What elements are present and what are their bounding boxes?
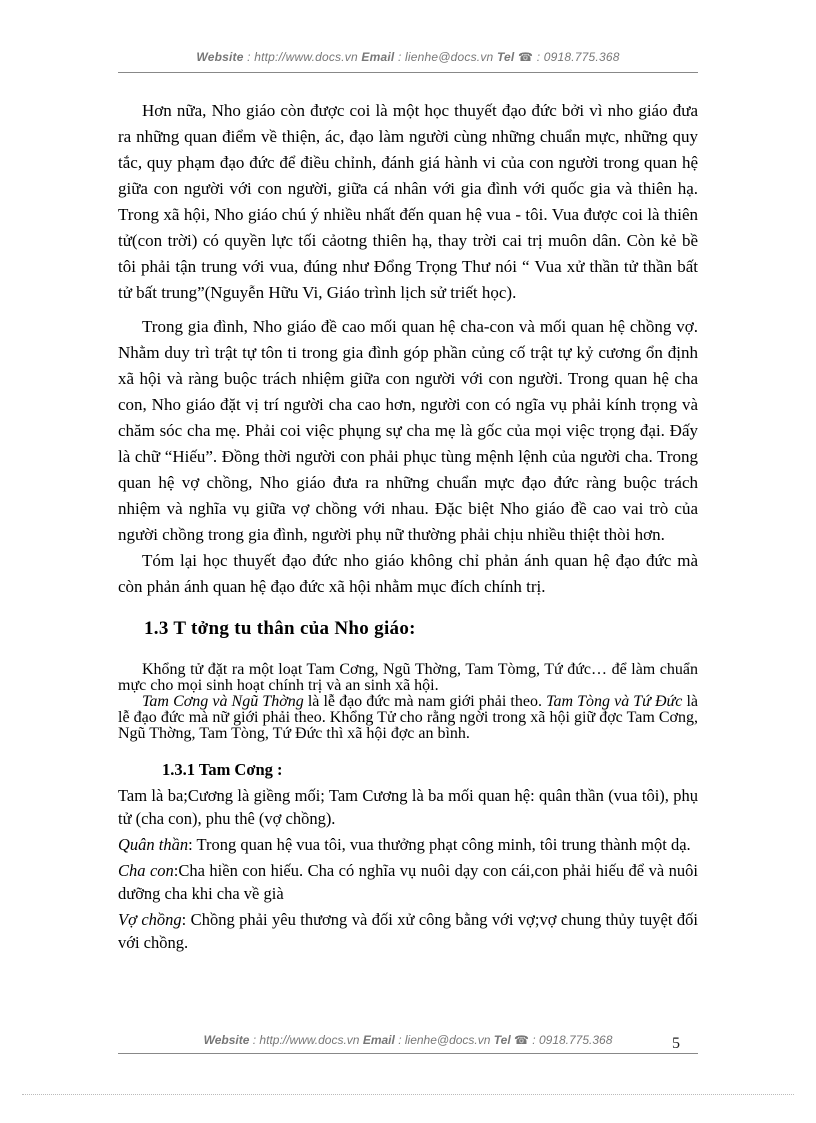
header-tel-value: ☎ : 0918.775.368 — [518, 50, 620, 64]
paragraph-3: Tóm lại học thuyết đạo đức nho giáo không chỉ phản ánh quan hệ đạo đức mà còn phản ánh quan hệ đạo đức xã hội nhằm mục đích chính trị. — [118, 551, 698, 596]
footer-email-value: : lienhe@docs.vn — [398, 1033, 491, 1047]
tam-cuong-ngu-thuong-term: Tam Cơng và Ngũ Thờng — [142, 693, 304, 710]
quan-than-paragraph: Quân thần: Trong quan hệ vua tôi, vua thưởng phạt công minh, tôi trung thành một dạ. — [118, 835, 691, 854]
footer-website-value: : http://www.docs.vn — [252, 1033, 360, 1047]
tam-cuong-definition: Tam là ba;Cương là giềng mối; Tam Cương là ba mối quan hệ: quân thần (vua tôi), phụ tử (cha con), phu thê (vợ chồng). — [118, 786, 698, 828]
page-number: 5 — [672, 1035, 680, 1052]
footer-website-label: Website — [203, 1033, 250, 1047]
paragraph-2: Trong gia đình, Nho giáo đề cao mối quan hệ cha-con và mối quan hệ chồng vợ. Nhằm duy trì trật tự tôn ti trong gia đình góp phần củng cố trật tự kỷ cương ổn định xã hội và ràng buộc trách nhiệm giữa con người với con người. Trong quan hệ cha con, Nho giáo đặt vị trí người cha cao hơn, người con có ngĩa vụ phải kính trọng và chăm sóc cha mẹ. Phải coi việc phụng sự cha mẹ là gốc của mọi việc trọng đại. Đấy là chữ “Hiếu”. Đồng thời người con phải phục tùng mệnh lệnh của người cha. Trong quan hệ vợ chồng, Nho giáo đưa ra những chuẩn mực đạo đức ràng buộc trách nhiệm và nghĩa vụ giữa vợ chồng với nhau. Đặc biệt Nho giáo đề cao vai trò của người chồng trong gia đình, người phụ nữ thường phải chịu nhiều thiệt thòi hơn. — [118, 317, 698, 544]
subsection-body — [118, 784, 698, 954]
tam-tong-tu-duc-term: Tam Tòng và Tứ Đức — [546, 693, 683, 710]
document-body — [118, 98, 698, 957]
section-intro — [118, 662, 698, 742]
paragraph-1: Hơn nữa, Nho giáo còn được coi là một học thuyết đạo đức bởi vì nho giáo đưa ra những quan điểm về thiện, ác, đạo làm người cùng những chuẩn mực, những quy tắc, quy phạm đạo đức để điều chỉnh, đánh giá hành vi của con người trong quan hệ giữa con người với con người, giữa cá nhân với gia đình với quốc gia và thiên hạ. Trong xã hội, Nho giáo chú ý nhiều nhất đến quan hệ vua - tôi. Vua được coi là thiên tử(con trời) có quyền lực tối cảotng thiên hạ, thay trời cai trị muôn dân. Còn kẻ bề tôi phải tận trung với vua, đúng như Đổng Trọng Thư nói “ Vua xử thần tử thần bất tử bất trung”(Nguyễn Hữu Vi, Giáo trình lịch sử triết học). — [118, 101, 698, 302]
header-email-label: Email — [361, 50, 395, 64]
header-email-value: : lienhe@docs.vn — [397, 50, 494, 64]
section-heading: 1.3 T tởng tu thân của Nho giáo: — [144, 618, 416, 639]
cha-con-label: Cha con — [118, 861, 174, 880]
subsection-heading: 1.3.1 Tam Cơng : — [162, 760, 283, 779]
footer-tel-label: Tel — [493, 1033, 511, 1047]
header-website-value: : http://www.docs.vn — [247, 50, 358, 64]
footer-tel-value: ☎ : 0918.775.368 — [514, 1033, 613, 1047]
footer-email-label: Email — [362, 1033, 395, 1047]
header-website-label: Website — [196, 50, 244, 64]
section-paragraph-2: Tam Cơng và Ngũ Thờng là lễ đạo đức mà nam giới phải theo. Tam Tòng và Tứ Đức là lễ đạo đức mà nữ giới phải theo. Khổng Tử cho rằng ngời trong xã hội giữ đợc Tam Cơng, Ngũ Thờng, Tam Tòng, Tứ Đức thì xã hội đợc an bình. — [118, 693, 699, 742]
quan-than-label: Quân thần — [118, 835, 189, 854]
page-footer — [118, 1033, 698, 1054]
vo-chong-label: Vợ chồng — [118, 910, 182, 929]
page-header — [118, 50, 698, 73]
header-tel-label: Tel — [496, 50, 515, 64]
vo-chong-paragraph: Vợ chồng: Chồng phải yêu thương và đối xử công bằng với vợ;vợ chung thủy tuyệt đối với chồng. — [118, 910, 698, 952]
page-bottom-dotted-rule — [22, 1094, 794, 1095]
cha-con-paragraph: Cha con:Cha hiền con hiếu. Cha có nghĩa vụ nuôi dạy con cái,con phải hiếu để và nuôi dưỡng cha khi cha về già — [118, 861, 698, 903]
section-paragraph-1: Khổng tử đặt ra một loạt Tam Cơng, Ngũ Thờng, Tam Tòmg, Tứ đức… để làm chuẩn mực cho mọi sinh hoạt chính trị và an sinh xã hội. — [118, 661, 698, 694]
